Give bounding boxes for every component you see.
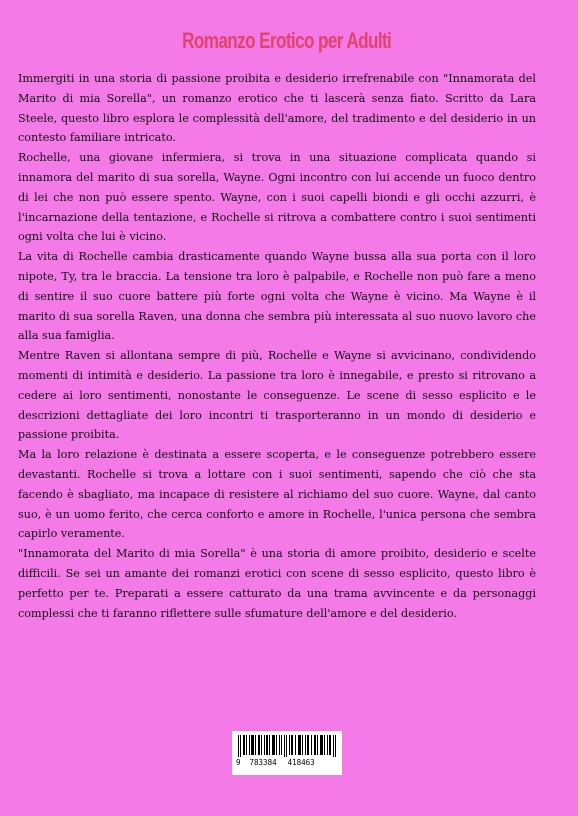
synopsis-paragraph: Rochelle, una giovane infermiera, si trova in una situazione complicata quando si innamora del marito di sua sorella, Wayne. Ogni incontro con lui accende un fuoco dentro di lei che non può essere spento. Wayne, con i suoi capelli biondi e gli occhi azzurri, è l'incarnazione della tentazione, e Rochelle si ritrova a combattere contro i suoi sentimenti ogni volta che lui è vicino.	[18, 151, 536, 244]
isbn-digit-group-2: 418463	[287, 758, 315, 767]
synopsis-paragraph: Immergiti in una storia di passione proibita e desiderio irrefrenabile con "Innamorata del Marito di mia Sorella", un romanzo erotico che ti lascerà senza fiato. Scritto da Lara Steele, questo libro esplora le complessità dell'amore, del tradimento e del desiderio in un contesto familiare intricato.	[18, 72, 536, 145]
synopsis	[18, 69, 536, 623]
isbn-digit-group-1: 783384	[249, 758, 277, 767]
barcode-bars-icon	[238, 735, 336, 757]
synopsis-paragraph: La vita di Rochelle cambia drasticamente quando Wayne bussa alla sua porta con il loro nipote, Ty, tra le braccia. La tensione tra loro è palpabile, e Rochelle non può fare a meno di sentire il suo cuore battere più forte ogni volta che Wayne è vicino. Ma Wayne è il marito di sua sorella Raven, una donna che sembra più interessata al suo nuovo lavoro che alla sua famiglia.	[18, 250, 536, 343]
cover-title: Romanzo Erotico per Adulti	[182, 28, 392, 53]
synopsis-paragraph: Mentre Raven si allontana sempre di più, Rochelle e Wayne si avvicinano, condividendo momenti di intimità e desiderio. La passione tra loro è innegabile, e presto si ritrovano a cedere ai loro sentimenti, nonostante le conseguenze. Le scene di sesso esplicito e le descrizioni dettagliate dei loro incontri ti trasporteranno in un mondo di desiderio e passione proibita.	[18, 349, 536, 442]
synopsis-paragraph: Ma la loro relazione è destinata a essere scoperta, e le conseguenze potrebbero essere devastanti. Rochelle si trova a lottare con i suoi sentimenti, sapendo che ciò che sta facendo è sbagliato, ma incapace di resistere al richiamo del suo cuore. Wayne, dal canto suo, è un uomo ferito, che cerca conforto e amore in Rochelle, l'unica persona che sembra capirlo veramente.	[18, 448, 536, 541]
synopsis-paragraph: "Innamorata del Marito di mia Sorella" è una storia di amore proibito, desiderio e scelte difficili. Se sei un amante dei romanzi erotici con scene di sesso esplicito, questo libro è perfetto per te. Preparati a essere catturato da una trama avvincente e da personaggi complessi che ti faranno riflettere sulle sfumature dell'amore e del desiderio.	[18, 547, 536, 620]
isbn-digits	[236, 758, 340, 767]
isbn-barcode	[232, 731, 342, 775]
isbn-digit-first: 9	[236, 758, 241, 767]
